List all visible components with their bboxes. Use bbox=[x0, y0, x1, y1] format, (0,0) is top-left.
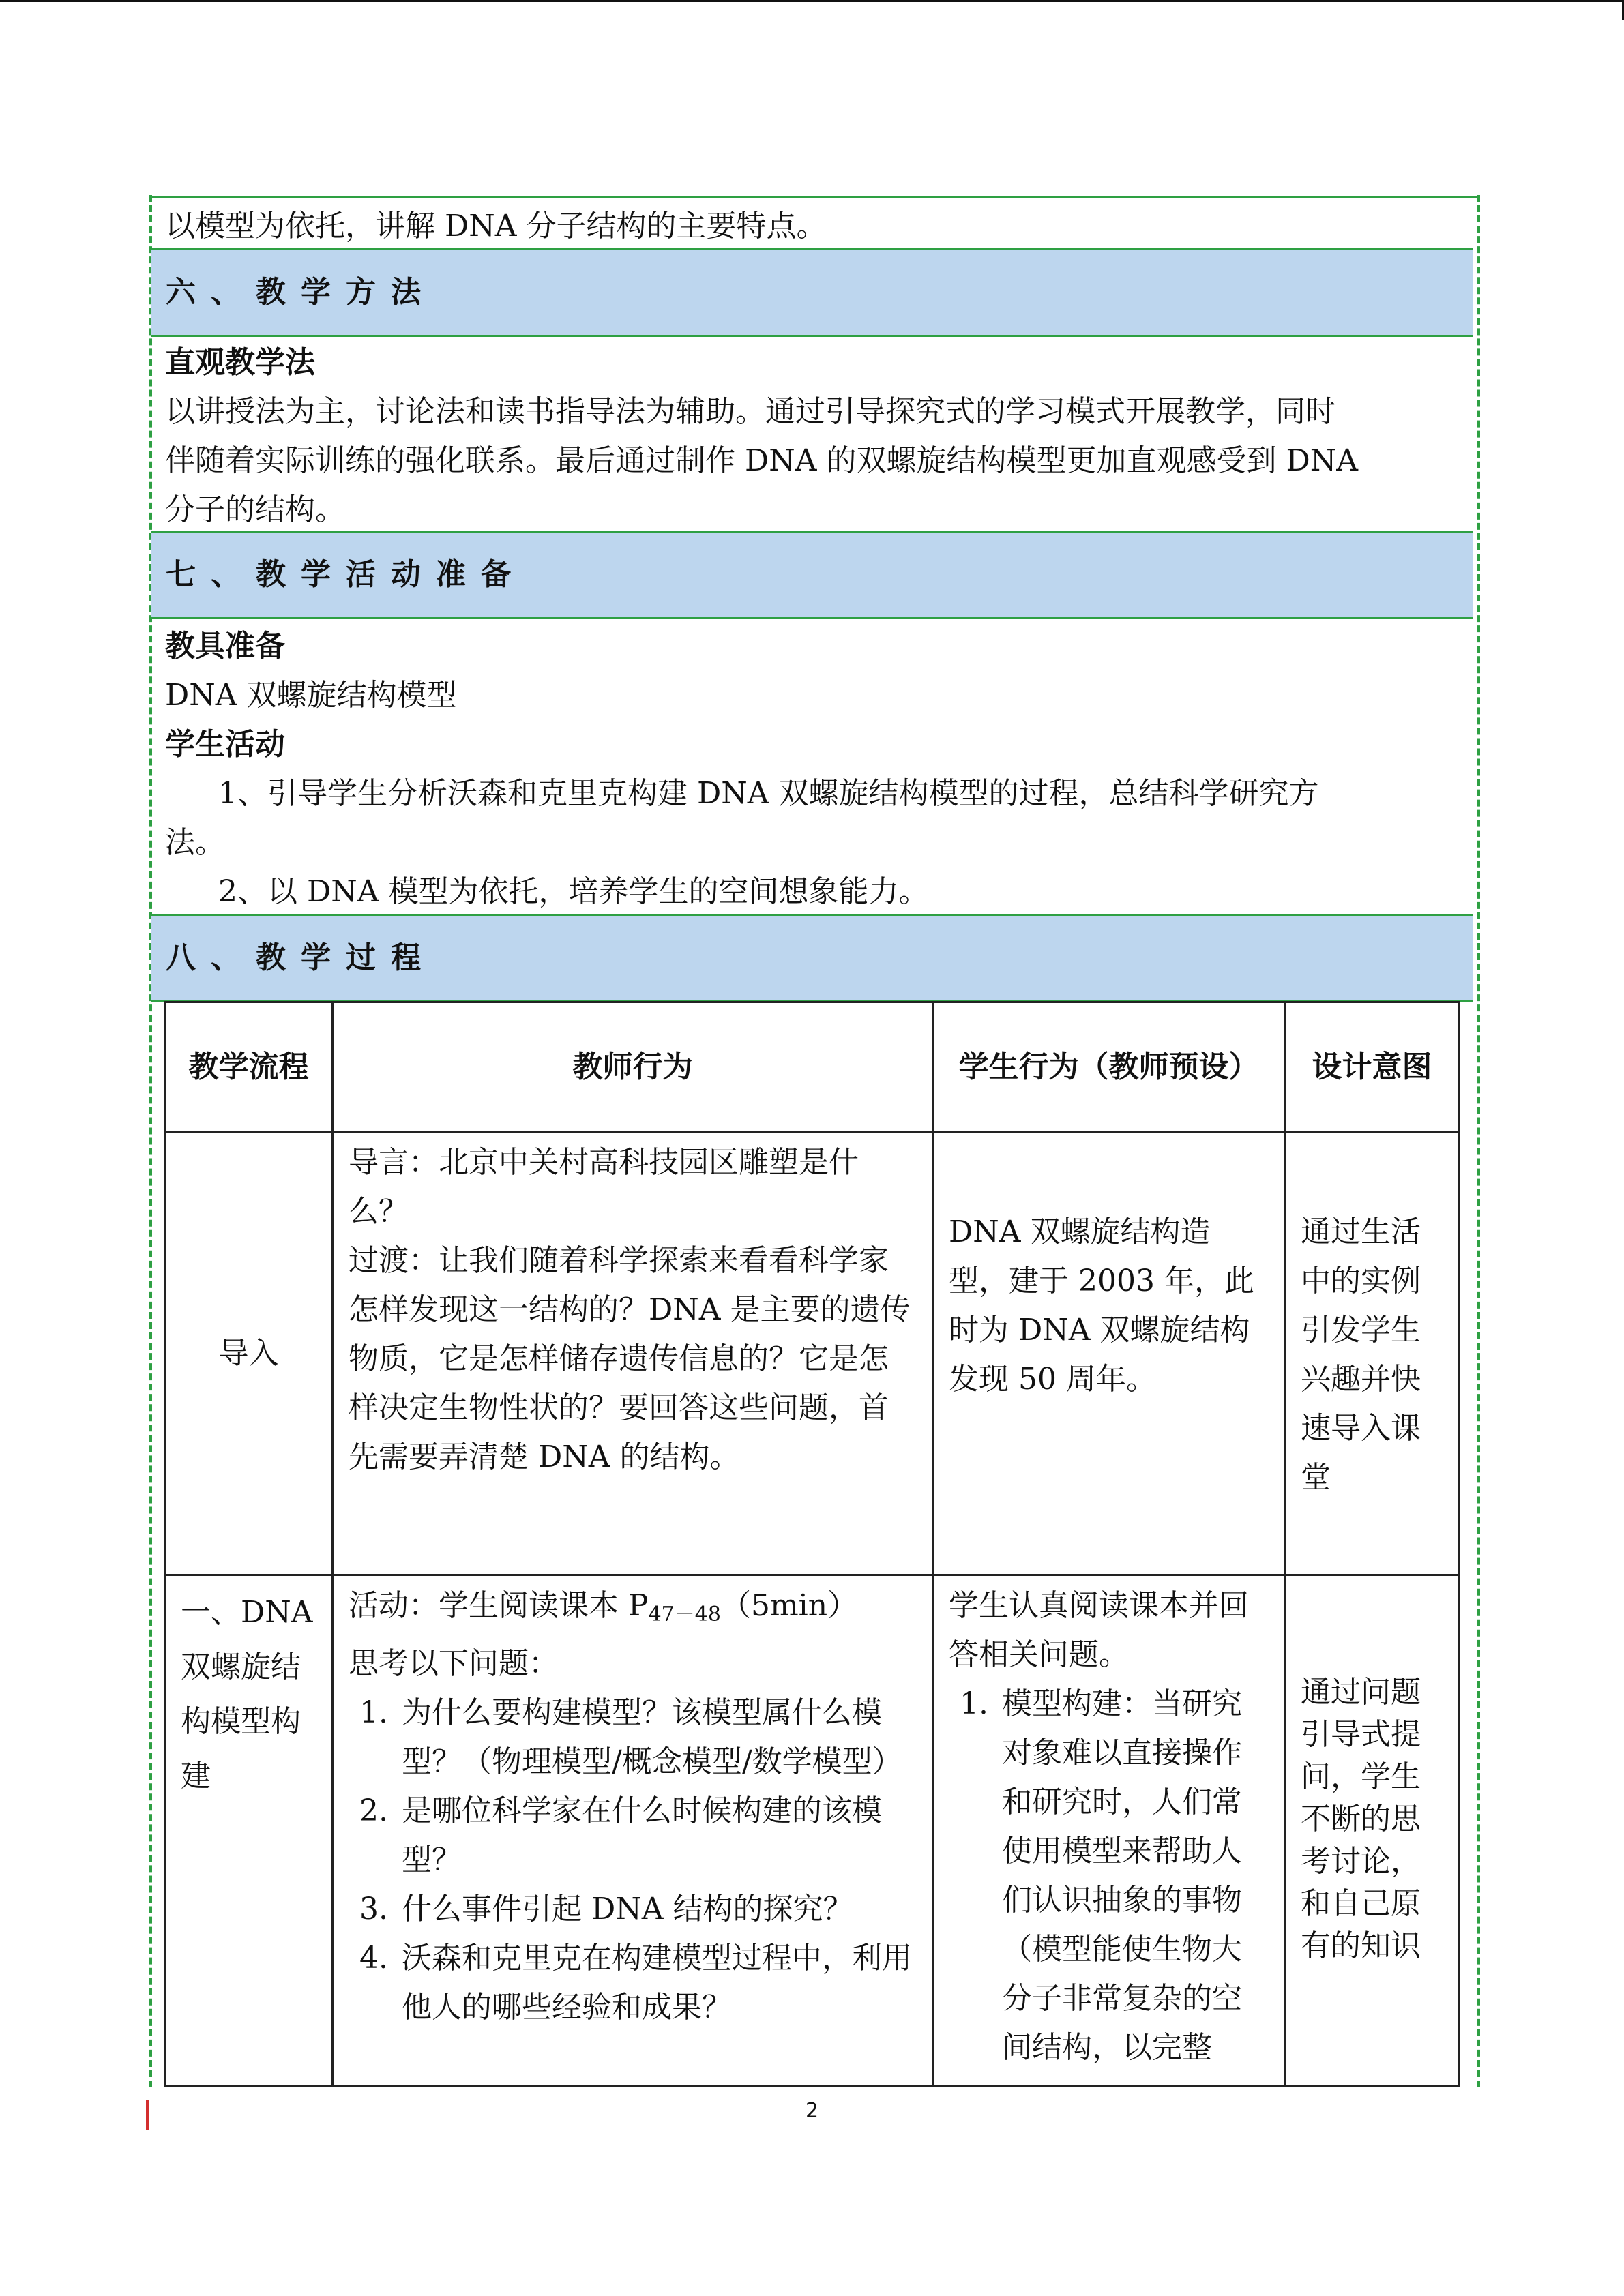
teacher-cell bbox=[333, 1575, 933, 2087]
list-item: 1. 为什么要构建模型？该模型属什么模型？（物理模型/概念模型/数学模型） bbox=[398, 1688, 917, 1787]
section-heading-activity-prep bbox=[151, 531, 1473, 619]
intro-line: 以模型为依托，讲解 DNA 分子结构的主要特点。 bbox=[165, 209, 827, 243]
list-item: 2. 是哪位科学家在什么时候构建的该模型？ bbox=[398, 1787, 917, 1885]
header-stage: 教学流程 bbox=[165, 1002, 333, 1132]
tools-text: DNA 双螺旋结构模型 bbox=[165, 678, 457, 713]
method-line-3: 分子的结构。 bbox=[165, 492, 345, 527]
table-row bbox=[165, 1575, 1460, 2087]
divider bbox=[149, 196, 1477, 198]
section-heading-teaching-methods bbox=[151, 248, 1473, 337]
activity-line-1: 1、引导学生分析沃森和克里克构建 DNA 双螺旋结构模型的过程，总结科学研究方 bbox=[218, 776, 1319, 811]
intent-cell: 通过生活中的实例引发学生兴趣并快速导入课堂 bbox=[1285, 1132, 1460, 1575]
header-teacher: 教师行为 bbox=[333, 1002, 933, 1132]
intent-cell: 通过问题引导式提问，学生不断的思考讨论，和自己原有的知识 bbox=[1285, 1575, 1460, 2087]
list-item: 1. 模型构建：当研究对象难以直接操作和研究时，人们常使用模型来帮助人们认识抽象的事物（模型能使生物大分子非常复杂的空间结构，以完整 bbox=[998, 1680, 1269, 2072]
activity-text: 活动：学生阅读课本 P bbox=[349, 1588, 649, 1623]
activity-line-3: 2、以 DNA 模型为依托，培养学生的空间想象能力。 bbox=[218, 874, 929, 909]
teacher-cell bbox=[333, 1132, 933, 1575]
stage-cell: 一、DNA 双螺旋结构模型构建 bbox=[165, 1575, 333, 2087]
student-cell bbox=[933, 1575, 1285, 2087]
student-intro: 学生认真阅读课本并回答相关问题。 bbox=[949, 1588, 1249, 1672]
page-range-subscript: 47－48 bbox=[648, 1602, 721, 1626]
teacher-prompt: 思考以下问题： bbox=[349, 1646, 559, 1681]
page-number: 2 bbox=[805, 2099, 819, 2123]
teaching-process-table bbox=[164, 1001, 1460, 2087]
teacher-activity bbox=[349, 1581, 917, 1639]
section-heading-text: 六、教学方法 bbox=[166, 275, 436, 310]
student-cell: DNA 双螺旋结构造型，建于 2003 年，此时为 DNA 双螺旋结构发现 50 周年。 bbox=[933, 1132, 1285, 1575]
header-intent: 设计意图 bbox=[1285, 1002, 1460, 1132]
header-student: 学生行为（教师预设） bbox=[933, 1002, 1285, 1132]
stage-cell: 导入 bbox=[165, 1132, 333, 1575]
method-line-2: 伴随着实际训练的强化联系。最后通过制作 DNA 的双螺旋结构模型更加直观感受到 DNA bbox=[165, 443, 1359, 478]
activity-line-2: 法。 bbox=[165, 825, 225, 860]
list-item: 3. 什么事件引起 DNA 结构的探究？ bbox=[398, 1885, 917, 1934]
teacher-transition: 过渡：让我们随着科学探索来看看科学家怎样发现这一结构的？DNA 是主要的遗传物质，它是怎样储存遗传信息的？它是怎样决定生物性状的？要回答这些问题，首先需要弄清楚 DNA 的结构。 bbox=[349, 1243, 911, 1474]
activities-title: 学生活动 bbox=[165, 727, 285, 762]
table-header-row bbox=[165, 1002, 1460, 1132]
section-heading-text: 八、教学过程 bbox=[166, 940, 436, 975]
teacher-intro: 导言：北京中关村高科技园区雕塑是什么？ bbox=[349, 1145, 859, 1229]
section-heading-teaching-process bbox=[151, 914, 1473, 1002]
method-line-1: 以讲授法为主，讨论法和读书指导法为辅助。通过引导探究式的学习模式开展教学，同时 bbox=[165, 394, 1335, 429]
activity-duration: （5min） bbox=[720, 1588, 858, 1623]
question-list bbox=[349, 1688, 917, 2032]
student-point-list bbox=[949, 1680, 1269, 2072]
list-item: 4. 沃森和克里克在构建模型过程中，利用他人的哪些经验和成果？ bbox=[398, 1934, 917, 2032]
method-title: 直观教学法 bbox=[165, 345, 315, 380]
section-heading-text: 七、教学活动准备 bbox=[166, 557, 526, 592]
table-row bbox=[165, 1132, 1460, 1575]
top-border bbox=[0, 0, 1624, 2]
tools-title: 教具准备 bbox=[165, 629, 285, 664]
